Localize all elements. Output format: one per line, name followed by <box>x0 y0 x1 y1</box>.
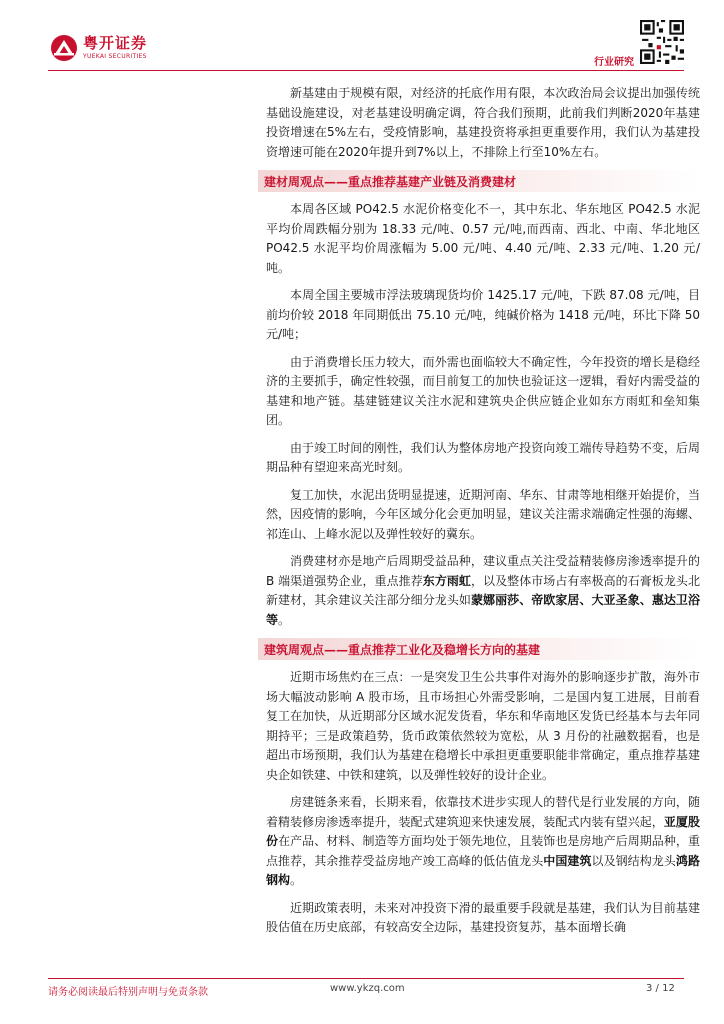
paragraph-completion-trend: 由于竣工时间的刚性，我们认为整体房地产投资向竣工端传导趋势不变，后周期品种有望迎来高光时刻。 <box>266 440 700 474</box>
qr-code-icon <box>640 20 684 64</box>
paragraph-housing-chain: 房建链条来看，长期来看，依靠技术进步实现人的替代是行业发展的方向，随着精装修房渗透率提升，装配式建筑迎来快速发展，装配式内装有望兴起，亚厦股份在产品、材料、制造等方面均处于领先地位，且装饰也是房地产后周期品种，重点推荐，其余推荐受益房地产竣工高峰的低估值龙头中国建筑以及钢结构龙头鸿路钢构。 <box>266 795 700 887</box>
highlight-company: 东方雨虹 <box>422 573 471 588</box>
footer-disclaimer: 请务必阅读最后特别声明与免责条款 <box>48 987 208 998</box>
report-type-label: 行业研究 <box>594 57 634 68</box>
brand-name-en: YUEKAI SECURITIES <box>83 53 147 60</box>
main-content <box>266 84 700 938</box>
brand-name-cn: 粤开证券 <box>83 34 148 52</box>
paragraph-market-focus: 近期市场焦灼在三点：一是突发卫生公共事件对海外的影响逐步扩散，海外市场大幅波动影响 A 股市场，且市场担心外需受影响，二是国内复工进展，目前看复工在加快，从近期部分区域水泥发货看，华东和华南地区发货已经基本与去年同期持平；三是政策趋势，货币政策依然较为宽松，从 3 月份的社融数据看，也是超出市场预期，我们认为基建在稳增长中承担更重要职能非常确定，重点推荐基建央企如铁建、中铁和建筑，以及弹性较好的设计企业。 <box>266 670 700 782</box>
footer-divider <box>48 978 684 979</box>
paragraph-policy: 近期政策表明，未来对冲投资下滑的最重要手段就是基建，我们认为目前基建股估值在历史底部，有较高安全边际，基建投资复苏，基本面增长确 <box>266 900 700 934</box>
paragraph-cement-price: 本周各区域 PO42.5 水泥价格变化不一，其中东北、华东地区 PO42.5 水泥平均价周跌幅分别为 18.33 元/吨、0.57 元/吨,而西南、西北、中南、华北地区 PO42.5 水泥平均价周涨幅为 5.00 元/吨、4.40 元/吨、2.33 元/吨、1.20 元/吨。 <box>266 202 700 275</box>
section-title: 建筑周观点——重点推荐工业化及稳增长方向的基建 <box>264 642 541 657</box>
paragraph-investment-outlook: 由于消费增长压力较大，而外需也面临较大不确定性，今年投资的增长是稳经济的主要抓手，确定性较强，而目前复工的加快也验证这一逻辑，看好内需受益的基建和地产链。基建链建议关注水泥和建筑央企供应链企业如东方雨虹和垒知集团。 <box>266 354 700 427</box>
section-title: 建材周观点——重点推荐基建产业链及消费建材 <box>264 174 517 189</box>
section-heading-building-materials <box>258 170 700 192</box>
section-heading-construction <box>258 638 700 660</box>
logo-mark-icon <box>50 34 78 62</box>
highlight-company: 鸿路钢构 <box>266 853 700 887</box>
brand-logo <box>50 34 147 62</box>
paragraph-infrastructure: 新基建由于规模有限，对经济的托底作用有限，本次政治局会议提出加强传统基础设施建设，对老基建设明确定调，符合我们预期，此前我们判断2020年基建投资增速在5%左右，受疫情影响，基建投资将承担更重要作用，我们认为基建投资增速可能在2020年提升到7%以上，不排除上行至10%左右。 <box>266 86 700 159</box>
paragraph-resumption: 复工加快，水泥出货明显提速，近期河南、华东、甘肃等地相继开始提价，当然，因疫情的影响，今年区域分化会更加明显，建议关注需求端确定性强的海螺、祁连山、上峰水泥以及弹性较好的冀东。 <box>266 487 700 541</box>
highlight-company: 亚厦股份 <box>266 814 700 848</box>
page-number: 3 / 12 <box>646 983 675 994</box>
highlight-companies: 蒙娜丽莎、帝欧家居、大亚圣象、惠达卫浴等 <box>266 593 700 627</box>
paragraph-consumer-building-materials: 消费建材亦是地产后周期受益品种，建议重点关注受益精装修房渗透率提升的 B 端渠道强势企业，重点推荐东方雨虹，以及整体市场占有率极高的石膏板龙头北新建材，其余建议关注部分细分龙头如蒙娜丽莎、帝欧家居、大亚圣象、惠达卫浴等。 <box>266 554 700 627</box>
page-header <box>0 0 724 80</box>
footer-website-link[interactable]: www.ykzq.com <box>330 983 405 994</box>
header-divider <box>48 70 684 71</box>
paragraph-glass-price: 本周全国主要城市浮法玻璃现货均价 1425.17 元/吨，下跌 87.08 元/吨，目前均价较 2018 年同期低出 75.10 元/吨，纯碱价格为 1418 元/吨，环比下降 50 元/吨； <box>266 288 700 341</box>
highlight-company: 中国建筑 <box>543 853 592 868</box>
